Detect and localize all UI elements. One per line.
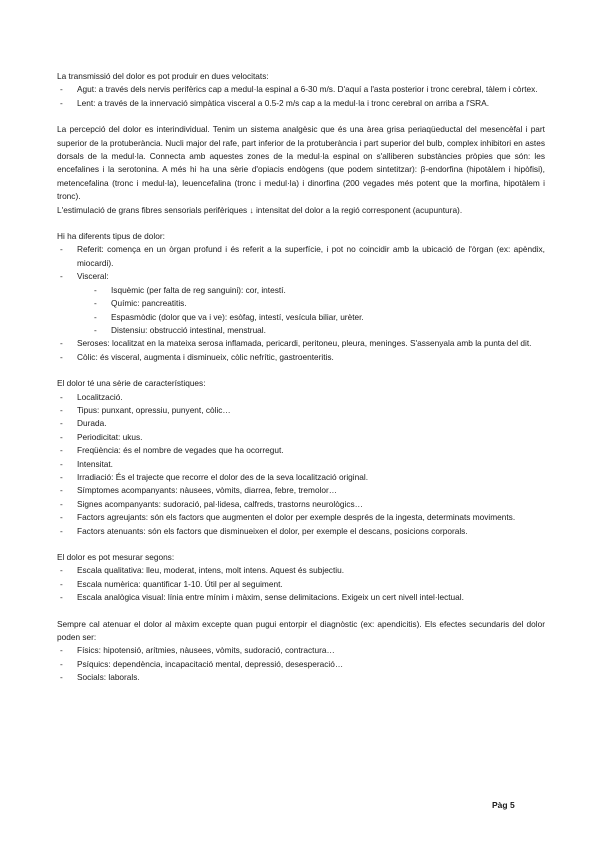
list-item: - Psíquics: dependència, incapacitació mental, depressió, desesperació…: [57, 658, 545, 671]
transmission-intro: La transmissió del dolor es pot produir en dues velocitats:: [57, 71, 269, 81]
list-item: - Isquèmic (per falta de reg sanguini): cor, intestí.: [91, 284, 545, 297]
list-item: - Escala qualitativa: lleu, moderat, intens, molt intens. Aquest és subjectiu.: [57, 564, 545, 577]
visceral-sublist: [91, 284, 545, 338]
list-item: - Irradiació: És el trajecte que recorre el dolor des de la seva localització original.: [57, 471, 545, 484]
measurement-list: [57, 564, 545, 604]
page-number: Pàg 5: [492, 800, 515, 810]
list-item: - Localització.: [57, 391, 545, 404]
list-item: - Intensitat.: [57, 458, 545, 471]
pain-types-intro: Hi ha diferents tipus de dolor:: [57, 231, 165, 242]
list-item: - Químic: pancreatitis.: [91, 297, 545, 310]
list-item-visceral: [57, 270, 545, 337]
measurement-intro: El dolor es pot mesurar segons:: [57, 552, 175, 562]
list-item: - Durada.: [57, 417, 545, 430]
list-item: - Escala numèrica: quantificar 1-10. Útil per al seguiment.: [57, 578, 545, 591]
list-item: - Símptomes acompanyants: nàusees, vòmits, diarrea, febre, tremolor…: [57, 484, 545, 497]
stimulation-note: L'estimulació de grans fibres sensorials perifèriques ↓ intensitat del dolor a la regió corresponent (acupuntura).: [57, 204, 463, 215]
list-item: - Referit: comença en un òrgan profund i és referit a la superfície, i pot no coincidir amb la ubicació de l'òrgan (ex: apèndix, miocardi).: [57, 243, 545, 270]
list-item: - Factors agreujants: són els factors que augmenten el dolor per exemple després de la ingesta, determinats moviments.: [57, 511, 545, 524]
list-item: - Lent: a través de la innervació simpàtica visceral a 0.5-2 m/s cap a la medul·la i tronc cerebral on arriba a l'SRA.: [57, 97, 545, 110]
pain-types-list: [57, 243, 545, 364]
characteristics-list: [57, 391, 545, 538]
list-item: - Distensiu: obstrucció intestinal, menstrual.: [91, 324, 545, 337]
list-item: - Signes acompanyants: sudoració, pal·lidesa, calfreds, trastorns neurològics…: [57, 498, 545, 511]
list-item: - Factors atenuants: són els factors que disminueixen el dolor, per exemple el descans, posicions corporals.: [57, 525, 545, 538]
list-item: - Físics: hipotensió, arítmies, nàusees, vòmits, sudoració, contractura…: [57, 644, 545, 657]
side-effects-list: [57, 644, 545, 684]
list-item: - Escala analògica visual: línia entre mínim i màxim, sense delimitacions. Exigeix un cert nivell intel·lectual.: [57, 591, 545, 604]
transmission-list: [57, 83, 545, 110]
side-effects-intro: Sempre cal atenuar el dolor al màxim excepte quan pugui entorpir el diagnòstic (ex: apendicitis). Els efectes secundaris del dolor poden ser:: [57, 618, 545, 643]
list-item: - Socials: laborals.: [57, 671, 545, 684]
list-item: - Còlic: és visceral, augmenta i disminueix, còlic nefrític, gastroenteritis.: [57, 351, 545, 364]
list-item: - Agut: a través dels nervis perifèrics cap a medul·la espinal a 6-30 m/s. D'aquí a l'asta posterior i tronc cerebral, tàlem i còrtex.: [57, 83, 545, 96]
list-item: - Freqüència: és el nombre de vegades que ha ocorregut.: [57, 444, 545, 457]
document-body: [57, 70, 545, 685]
characteristics-intro: El dolor té una sèrie de característiques:: [57, 378, 206, 389]
visceral-label: Visceral:: [77, 271, 109, 282]
list-item: - Seroses: localitzat en la mateixa serosa inflamada, pericardi, peritoneu, pleura, meninges. S'assenyala amb la punta del dit.: [57, 337, 545, 350]
list-item: - Espasmòdic (dolor que va i ve): esòfag, intestí, vesícula biliar, urèter.: [91, 311, 545, 324]
list-item: - Periodicitat: ukus.: [57, 431, 545, 444]
perception-paragraph: La percepció del dolor es interindividual. Tenim un sistema analgèsic que és una àrea grisa periaqüeductal del mesencèfal i part superior de la protuberància. Nucli major del rafe, part inferior de la protuberància i part superior del bulb, complex inhibitori en astes dorsals de la medul·la. Connecta amb aquestes zones de la medul·la espinal on s'alliberen substàncies pròpies que són: les encefalines i la serotonina. A més hi ha una sèrie d'opiacis endògens (que podem sintetitzar): β-endorfina (hipotàlem i hipòfisi), metencefalina (tronc i medul·la), leuencefalina (tronc i medul·la) i dinorfina (200 vegades més potent que la morfina, hipotàlem i tronc).: [57, 124, 545, 202]
list-item: - Tipus: punxant, opressiu, punyent, còlic…: [57, 404, 545, 417]
